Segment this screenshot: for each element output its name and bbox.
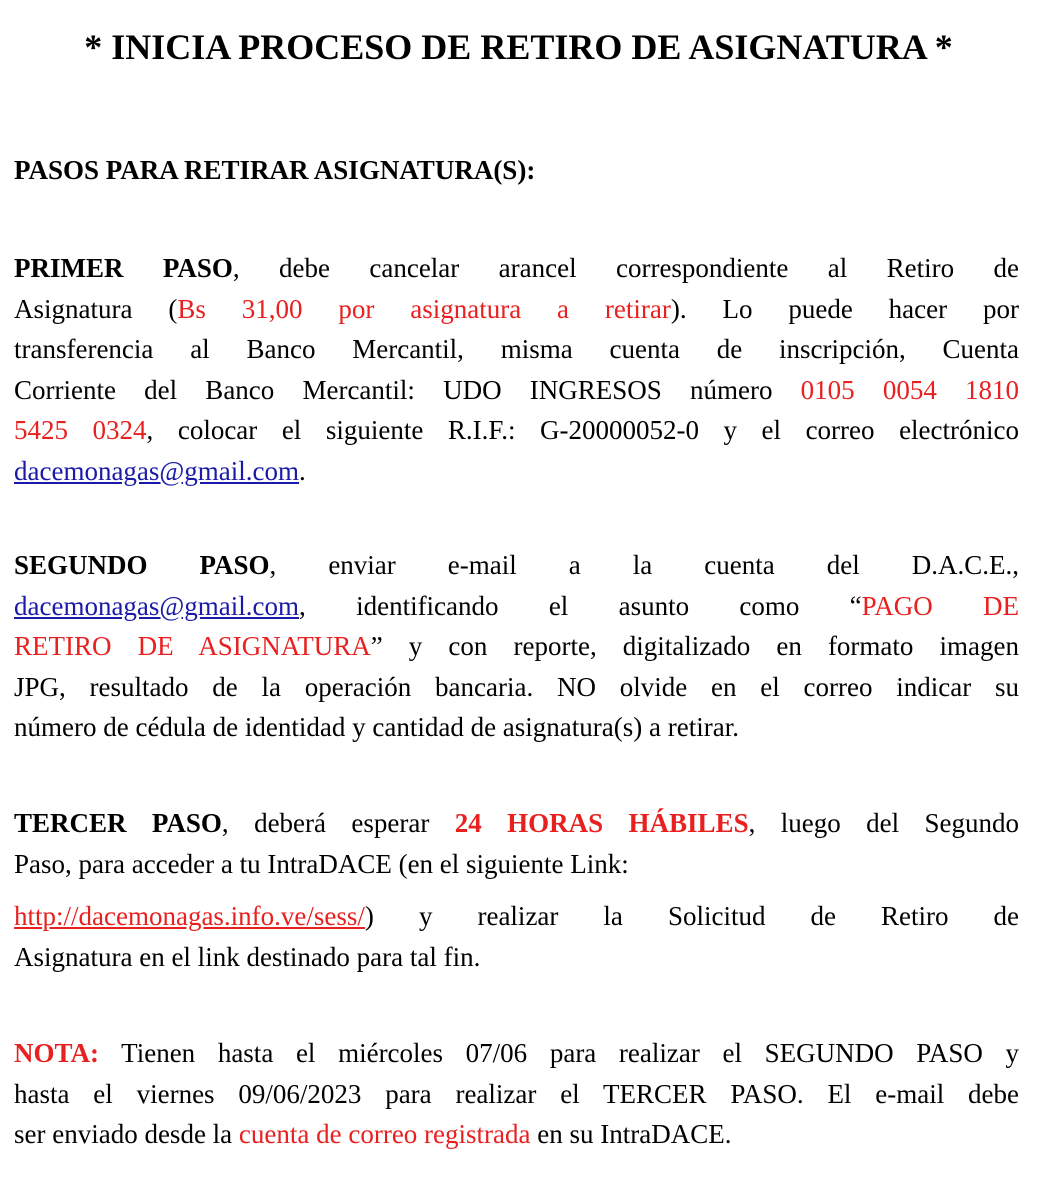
step-one-label: PRIMER PASO <box>14 253 233 283</box>
step-three-text: ) y realizar la Solicitud de Retiro de <box>364 901 1019 931</box>
step-one-line <box>14 370 1019 411</box>
step-two-text: ” y con reporte, digitalizado en formato imagen <box>370 631 1019 661</box>
step-two-line <box>14 586 1019 627</box>
step-two-line: JPG, resultado de la operación bancaria. NO olvide en el correo indicar su <box>14 671 1019 702</box>
step-two-line <box>14 626 1019 667</box>
note-line <box>14 1033 1019 1074</box>
step-one-text: Corriente del Banco Mercantil: UDO INGRESOS número <box>14 374 801 405</box>
business-hours: 24 HORAS HÁBILES <box>454 808 749 838</box>
email-link[interactable]: dacemonagas@gmail.com <box>14 590 300 621</box>
account-number: 5425 0324 <box>14 415 147 445</box>
step-one-paragraph <box>14 248 1019 491</box>
note-paragraph <box>14 1033 1019 1155</box>
step-two-paragraph <box>14 545 1019 748</box>
step-two-label: SEGUNDO PASO <box>14 550 270 580</box>
note-text: Tienen hasta el miércoles 07/06 para realizar el SEGUNDO PASO y <box>99 1038 1019 1068</box>
registered-account: cuenta de correo registrada <box>238 1119 531 1149</box>
steps-heading: PASOS PARA RETIRAR ASIGNATURA(S): <box>14 155 536 185</box>
email-link[interactable]: dacemonagas@gmail.com <box>14 455 300 486</box>
step-three-text: , luego del Segundo <box>748 808 1019 838</box>
step-one-text: Asignatura ( <box>14 293 178 324</box>
fee-amount: Bs 31,00 por asignatura a retirar <box>177 293 671 324</box>
step-three-line <box>14 896 1019 937</box>
step-two-line <box>14 545 1019 586</box>
step-one-line <box>14 289 1019 330</box>
step-three-paragraph <box>14 803 1019 884</box>
step-two-line: número de cédula de identidad y cantidad de asignatura(s) a retirar. <box>14 712 739 742</box>
note-line <box>14 1114 1019 1155</box>
step-two-text: , enviar e-mail a la cuenta del D.A.C.E., <box>269 550 1019 580</box>
account-number: 0105 0054 1810 <box>800 374 1020 405</box>
step-one-text: ). Lo puede hacer por <box>670 293 1019 324</box>
note-line: hasta el viernes 09/06/2023 para realizar el TERCER PASO. El e-mail debe <box>14 1078 1019 1109</box>
step-three-line <box>14 803 1019 844</box>
step-one-line <box>14 410 1019 451</box>
note-text: en su IntraDACE. <box>530 1119 732 1149</box>
step-one-line <box>14 451 1019 492</box>
step-three-paragraph-cont <box>14 896 1019 977</box>
page-title: * INICIA PROCESO DE RETIRO DE ASIGNATURA * <box>84 27 953 67</box>
step-one-line <box>14 248 1019 289</box>
note-text: ser enviado desde la <box>14 1119 239 1149</box>
step-three-line: Asignatura en el link destinado para tal fin. <box>14 941 481 972</box>
step-one-text: , debe cancelar arancel correspondiente al Retiro de <box>232 253 1019 283</box>
step-one-text: . <box>299 455 306 486</box>
note-label: NOTA: <box>14 1038 99 1068</box>
step-two-text: , identificando el asunto como “ <box>299 590 862 621</box>
step-one-line: transferencia al Banco Mercantil, misma cuenta de inscripción, Cuenta <box>14 334 1019 364</box>
step-three-line: Paso, para acceder a tu IntraDACE (en el siguiente Link: <box>14 848 629 879</box>
email-subject: RETIRO DE ASIGNATURA <box>14 631 371 661</box>
intradace-link[interactable]: http://dacemonagas.info.ve/sess/ <box>14 901 365 931</box>
email-subject: PAGO DE <box>861 590 1019 621</box>
step-three-label: TERCER PASO <box>14 808 222 838</box>
step-three-text: , deberá esperar <box>221 808 455 838</box>
step-one-text: , colocar el siguiente R.I.F.: G-20000052-0 y el correo electrónico <box>146 415 1019 445</box>
